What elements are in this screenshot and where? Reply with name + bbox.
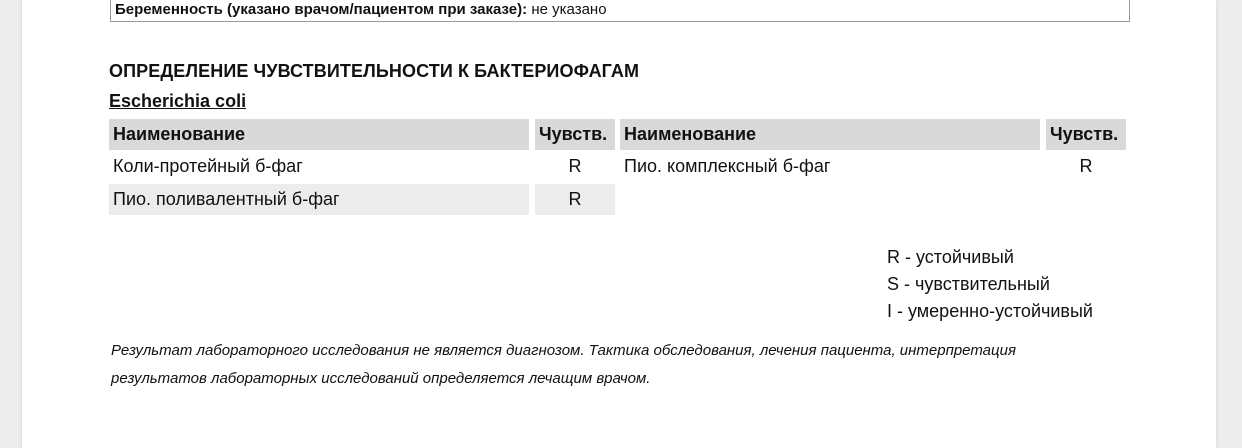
- legend-item-r: R - устойчивый: [887, 247, 1014, 267]
- section-title: ОПРЕДЕЛЕНИЕ ЧУВСТВИТЕЛЬНОСТИ К БАКТЕРИОФАГАМ: [109, 61, 640, 81]
- header-sens-left: Чувств.: [535, 119, 615, 150]
- table-row-1-left-name: Коли-протейный б-фаг: [113, 156, 303, 176]
- header-name-right: Наименование: [620, 119, 1040, 150]
- pregnancy-label: Беременность (указано врачом/пациентом при заказе):: [115, 1, 528, 18]
- table-row-1-right-value: R: [1079, 156, 1093, 176]
- table-row-1-right-name: Пио. комплексный б-фаг: [624, 156, 831, 176]
- pregnancy-field: [110, 0, 1130, 22]
- legend-item-s: S - чувствительный: [887, 274, 1050, 294]
- pregnancy-value: не указано: [531, 1, 607, 18]
- header-name-left: Наименование: [109, 119, 529, 150]
- document-page: [22, 0, 1216, 448]
- table-row-2-left-value: R: [535, 184, 615, 215]
- disclaimer-line-2: результатов лабораторных исследований определяется лечащим врачом.: [111, 370, 651, 387]
- disclaimer-line-1: Результат лабораторного исследования не является диагнозом. Тактика обследования, лечения пациента, интерпретация: [111, 342, 1016, 359]
- organism-name: Escherichia coli: [109, 91, 247, 111]
- legend-item-i: I - умеренно-устойчивый: [887, 301, 1093, 321]
- table-row-1-left-value: R: [568, 156, 582, 176]
- legend: [887, 244, 1093, 325]
- table-row-2-left-name: Пио. поливалентный б-фаг: [109, 184, 529, 215]
- disclaimer: [111, 337, 1121, 393]
- header-sens-right: Чувств.: [1046, 119, 1126, 150]
